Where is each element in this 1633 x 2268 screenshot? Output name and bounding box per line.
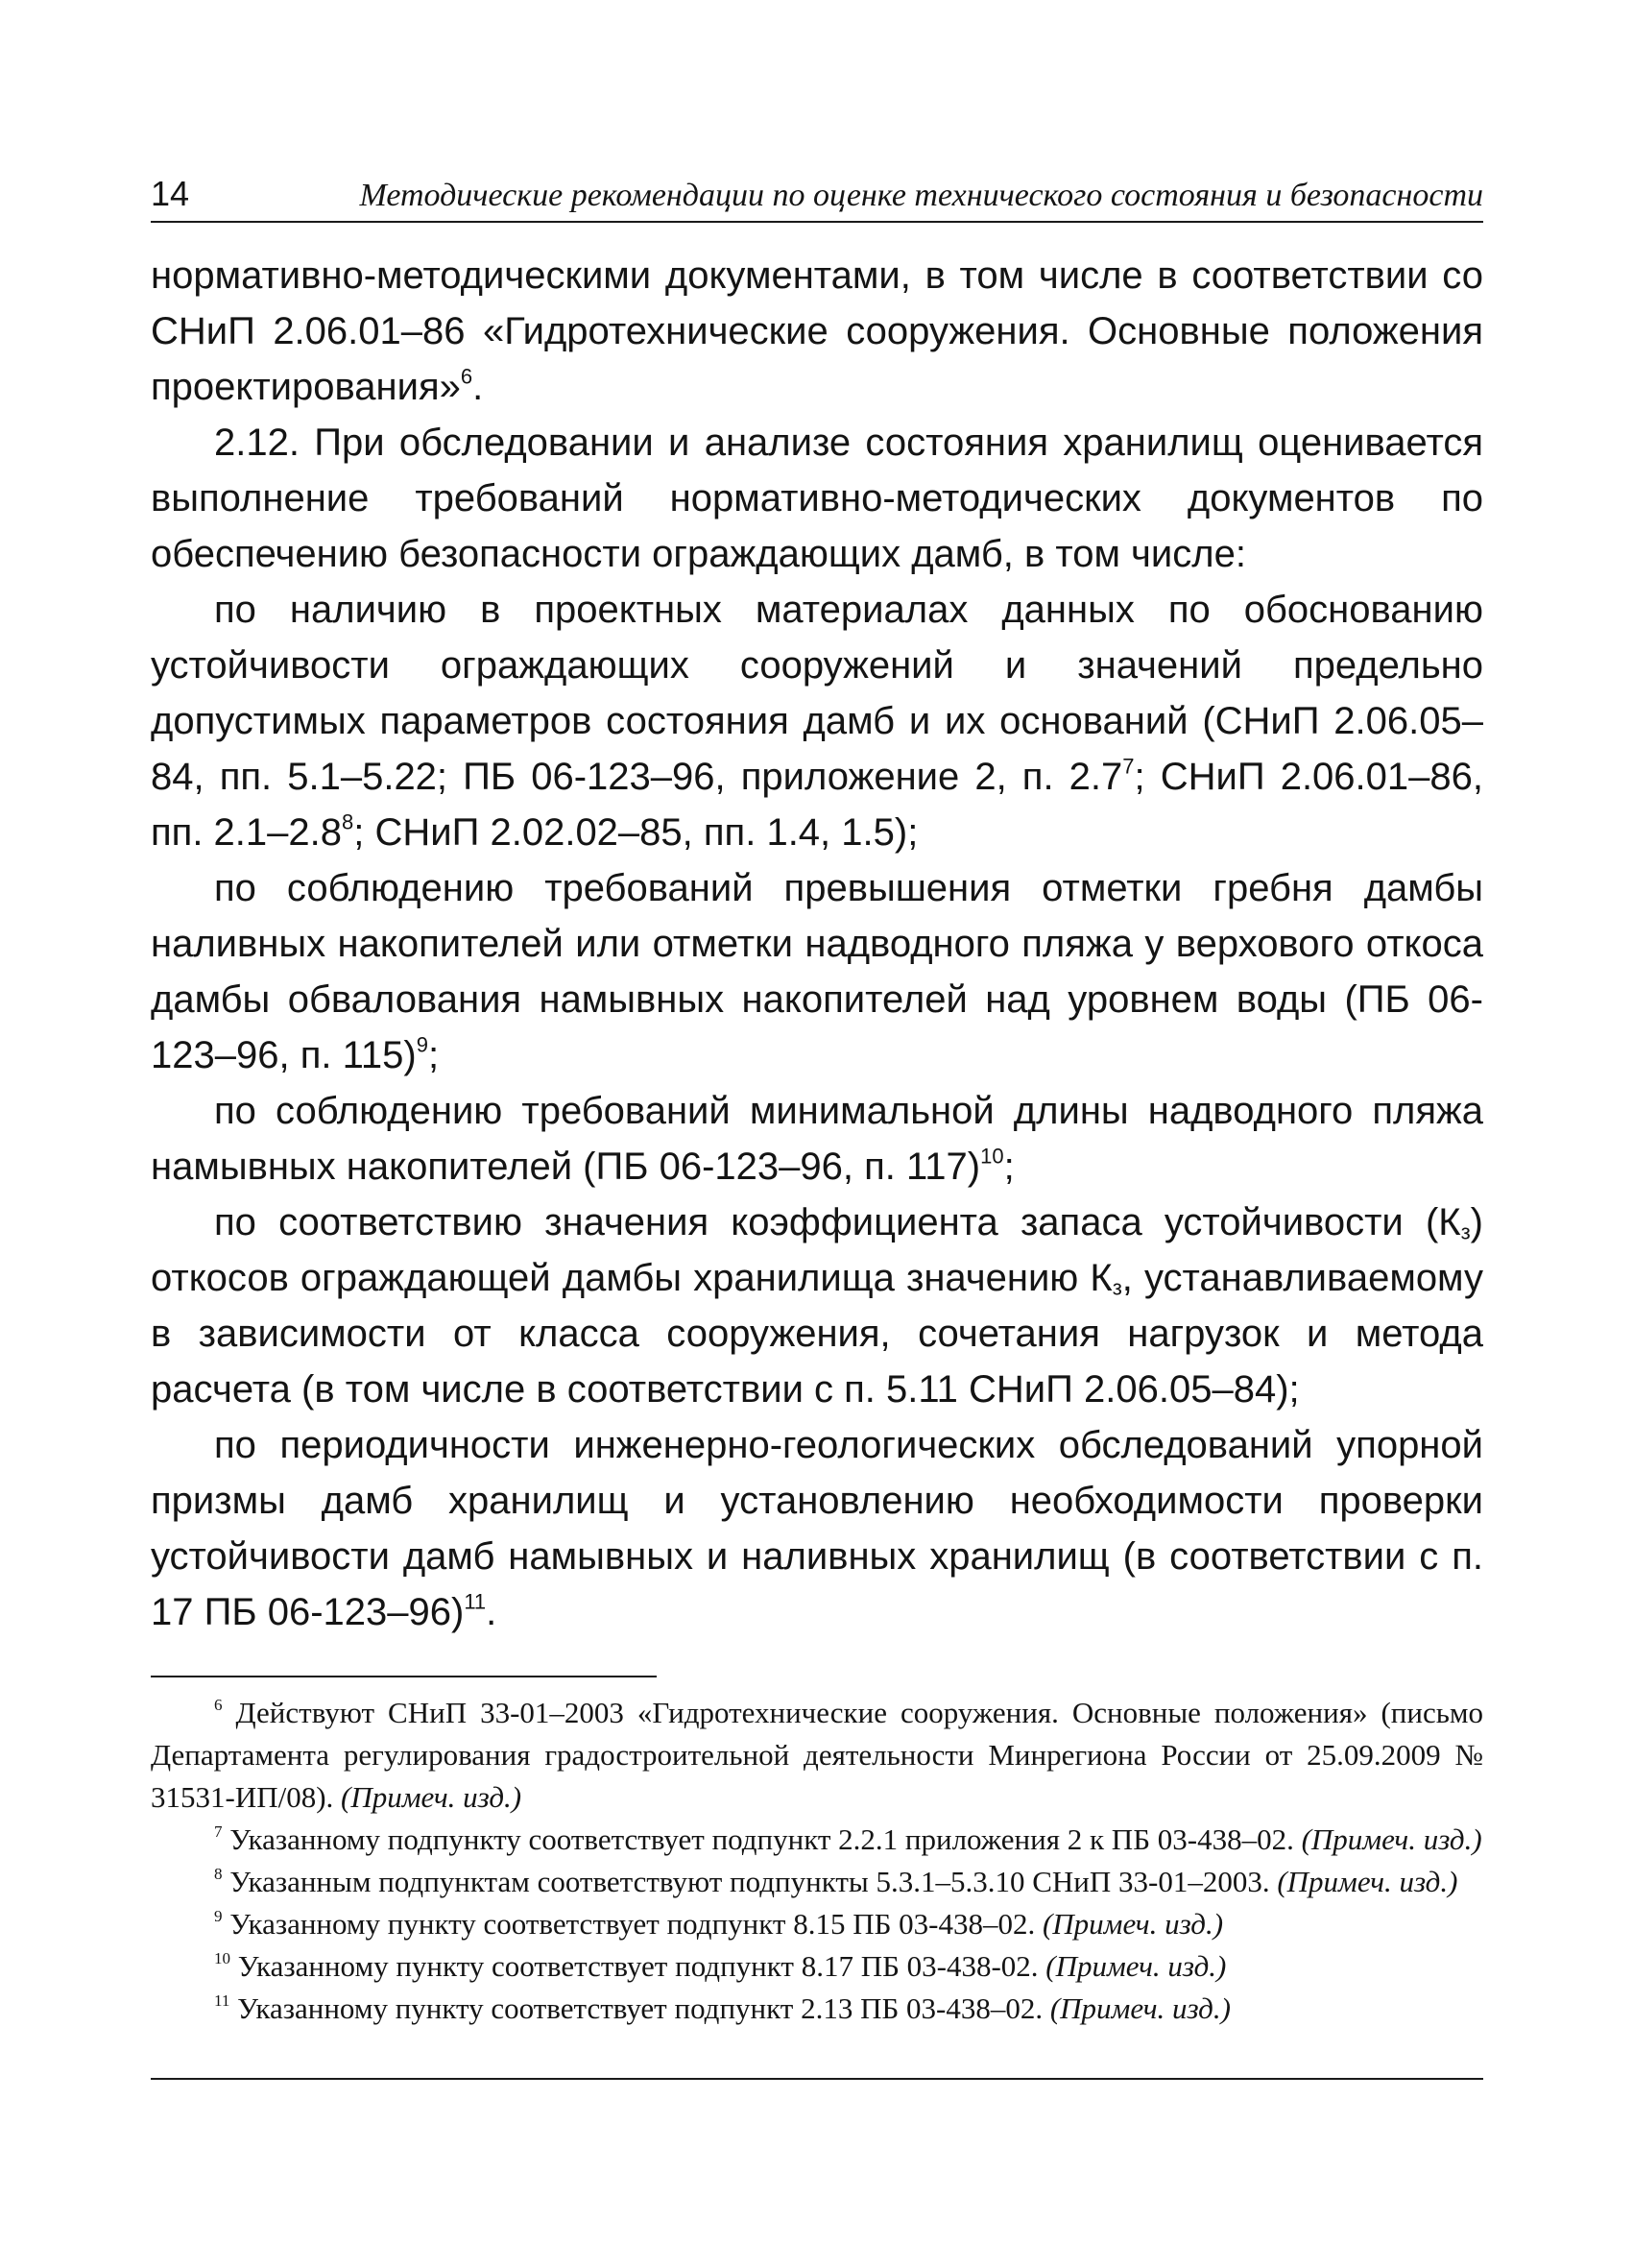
footnote-text: Указанному пункту соответствует подпункт 8.17 ПБ 03-438-02. bbox=[230, 1949, 1046, 1983]
footnote-number: 6 bbox=[214, 1696, 223, 1715]
editor-note: (Примеч. изд.) bbox=[1042, 1907, 1224, 1941]
footnote-text: Указанному пункту соответствует подпункт 2.13 ПБ 03-438–02. bbox=[229, 1991, 1050, 2025]
paragraph-text: по соответствию значения коэффициента запаса устойчивости (К bbox=[214, 1201, 1461, 1243]
page-number: 14 bbox=[151, 174, 190, 213]
footnote-ref-7: 7 bbox=[1122, 754, 1135, 779]
subscript-z: з bbox=[1460, 1219, 1471, 1244]
footnote-number: 7 bbox=[214, 1822, 223, 1842]
footnote-number: 8 bbox=[214, 1865, 223, 1884]
editor-note: (Примеч. изд.) bbox=[341, 1780, 522, 1814]
footnote-ref-8: 8 bbox=[342, 809, 354, 834]
paragraph-text: . bbox=[472, 366, 484, 408]
paragraph-text: по наличию в проектных материалах данных по обоснованию устойчивости ограждающих сооружений и значений предельно допустимых параметров состояния дамб и их оснований (СНиП 2.06.05–84, пп. 5.1–5.22; ПБ 06-123–96, приложение 2, п. 2.7 bbox=[151, 589, 1483, 798]
list-item-beach-length bbox=[151, 1083, 1483, 1194]
paragraph-text: ; СНиП 2.06.01–86, пп. 2.1–2.8 bbox=[151, 756, 1484, 854]
paragraph-text: по соблюдению требований минимальной длины надводного пляжа намывных накопителей (ПБ 06-123–96, п. 117) bbox=[151, 1090, 1483, 1188]
footnote-7 bbox=[151, 1819, 1483, 1861]
list-item-crest-elevation bbox=[151, 860, 1483, 1083]
footnote-8 bbox=[151, 1861, 1483, 1903]
editor-note: (Примеч. изд.) bbox=[1049, 1991, 1231, 2025]
editor-note: (Примеч. изд.) bbox=[1045, 1949, 1227, 1983]
paragraph-text: . bbox=[486, 1591, 497, 1633]
footnote-6 bbox=[151, 1692, 1483, 1819]
main-text bbox=[151, 248, 1483, 1640]
footnote-ref-9: 9 bbox=[416, 1032, 428, 1057]
paragraph-text: , устанавливаемому в зависимости от класса сооружения, сочетания нагрузок и метода расчета (в том числе в соответствии с п. 5.11 СНиП 2.06.05–84); bbox=[151, 1257, 1484, 1411]
paragraph-text: ; bbox=[1003, 1146, 1015, 1188]
footnote-9 bbox=[151, 1903, 1483, 1945]
footnote-ref-11: 11 bbox=[464, 1589, 487, 1614]
footnote-text: Указанному подпункту соответствует подпункт 2.2.1 приложения 2 к ПБ 03-438–02. bbox=[222, 1822, 1302, 1856]
running-title: Методические рекомендации по оценке технического состояния и безопасности bbox=[359, 178, 1483, 213]
list-item-stability-factor bbox=[151, 1194, 1483, 1417]
paragraph-text: 2.12. При обследовании и анализе состояния хранилищ оценивается выполнение требований нормативно-методических документов по обеспечению безопасности ограждающих дамб, в том числе: bbox=[151, 422, 1483, 575]
footnote-ref-10: 10 bbox=[980, 1144, 1004, 1169]
paragraph-2-12 bbox=[151, 415, 1483, 582]
list-item-design-materials bbox=[151, 582, 1483, 860]
paragraph-text: по периодичности инженерно-геологических обследований упорной призмы дамб хранилищ и установлению необходимости проверки устойчивости дамб намывных и наливных хранилищ (в соответствии с п. 17 ПБ 06-123–96) bbox=[151, 1424, 1483, 1633]
editor-note: (Примеч. изд.) bbox=[1277, 1865, 1458, 1898]
list-item-survey-periodicity bbox=[151, 1417, 1483, 1640]
footnote-ref-6: 6 bbox=[460, 364, 473, 389]
footnote-11 bbox=[151, 1988, 1483, 2030]
editor-note: (Примеч. изд.) bbox=[1301, 1822, 1482, 1856]
paragraph-text: ) откосов ограждающей дамбы хранилища значению К bbox=[151, 1201, 1483, 1299]
footnote-number: 11 bbox=[214, 1991, 230, 2011]
bottom-rule bbox=[151, 2078, 1483, 2080]
paragraph-text: нормативно-методическими документами, в том числе в соответствии со СНиП 2.06.01–86 «Гидротехнические сооружения. Основные положения проектирования» bbox=[151, 254, 1483, 408]
footnote-number: 10 bbox=[214, 1949, 231, 1968]
footnote-number: 9 bbox=[214, 1907, 223, 1926]
footnote-separator bbox=[151, 1676, 657, 1677]
footnote-text: Действуют СНиП 33-01–2003 «Гидротехнические сооружения. Основные положения» (письмо Департамента регулирования градостроительной деятельности Минрегиона России от 25.09.2009 № 31531-ИП/08). bbox=[151, 1696, 1483, 1814]
subscript-z: з bbox=[1112, 1275, 1122, 1300]
paragraph-text: по соблюдению требований превышения отметки гребня дамбы наливных накопителей или отметки надводного пляжа у верхового откоса дамбы обвалования намывных накопителей над уровнем воды (ПБ 06-123–96, п. 115) bbox=[151, 867, 1483, 1076]
footnotes bbox=[151, 1692, 1483, 2030]
page-header bbox=[151, 171, 1483, 223]
paragraph-text: ; СНиП 2.02.02–85, пп. 1.4, 1.5); bbox=[353, 811, 919, 854]
paragraph-continuation bbox=[151, 248, 1483, 415]
footnote-text: Указанным подпунктам соответствуют подпункты 5.3.1–5.3.10 СНиП 33-01–2003. bbox=[222, 1865, 1278, 1898]
footnote-text: Указанному пункту соответствует подпункт 8.15 ПБ 03-438–02. bbox=[222, 1907, 1043, 1941]
paragraph-text: ; bbox=[427, 1034, 440, 1076]
footnote-10 bbox=[151, 1945, 1483, 1988]
